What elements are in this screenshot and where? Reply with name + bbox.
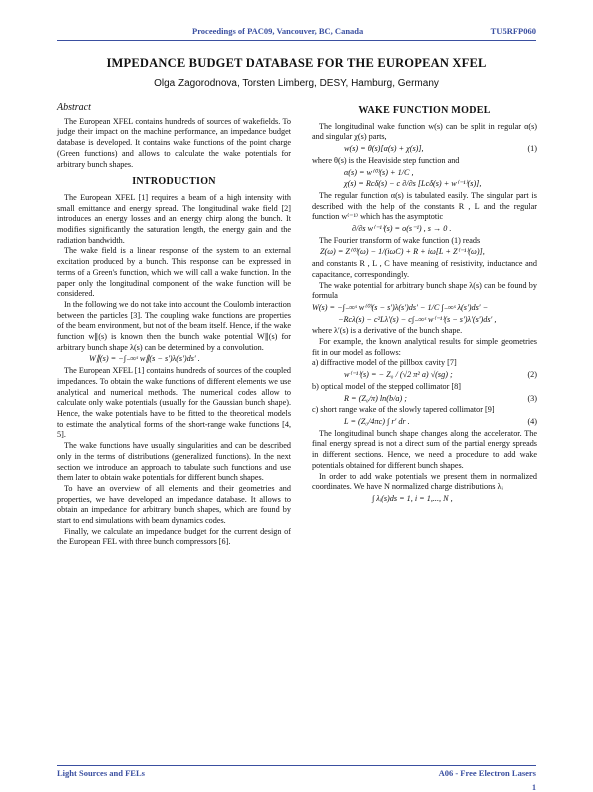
wake-potential-equation-line-1: W(s) = −∫₋∞ˢ w⁽⁰⁾(s − s′)λ(s′)ds′ − 1/C ∫₋∞ˢ λ(s′)ds′ − (312, 302, 489, 312)
header-rule (57, 40, 536, 41)
wake-potential-equation-line-2: −Rcλ(s) − c²Lλ′(s) − c∫₋∞ˢ w⁽⁻¹⁾(s − s′)λ′(s′)ds′ , (338, 314, 497, 324)
normalization-equation: ∫ λᵢ(s)ds = 1, i = 1,..., N , (372, 493, 453, 503)
equation-1-number: (1) (527, 144, 537, 154)
intro-paragraph-6: To have an overview of all elements and their geometries and properties, we have developed an impedance database. It allows to obtain an impedance for arbitrary bunch shapes, which are found by start to end simulations with beam dynamics codes. (57, 483, 291, 526)
model-paragraph-6: The wake potential for arbitrary bunch shape λ(s) can be found by formula (312, 280, 537, 301)
running-header-right: TU5RFP060 (490, 26, 536, 36)
equation-4-number: (4) (527, 416, 537, 426)
model-paragraph-7: where λ′(s) is a derivative of the bunch shape. (312, 326, 463, 336)
equation-4-body: L = (Z₀/4πc) ∫ r′ dr . (344, 416, 410, 426)
intro-paragraph-7: Finally, we calculate an impedance budget for the current design of the European FEL with three bunch compressors [6]. (57, 526, 291, 547)
model-paragraph-4: The Fourier transform of wake function (1) reads (319, 235, 481, 245)
model-paragraph-2: where θ(s) is the Heaviside step function and (312, 155, 460, 165)
page-number: 1 (532, 783, 536, 792)
running-header-left: Proceedings of PAC09, Vancouver, BC, Canada (192, 26, 364, 36)
model-paragraph-5: and constants R , L , C have meaning of resistivity, inductance and capacitance, correspondingly. (312, 259, 537, 279)
right-column (312, 103, 537, 506)
footer-right: A06 - Free Electron Lasers (438, 768, 536, 778)
left-column (57, 103, 291, 548)
footer-left: Light Sources and FELs (57, 768, 145, 778)
fourier-equation: Z(ω) = Z⁽⁰⁾(ω) − 1/(iωC) + R + iω[L + Z⁽⁻¹⁾(ω)], (320, 247, 485, 257)
model-paragraph-3: The regular function α(s) is tabulated easily. The singular part is described with the help of the constants R , L and the regular function w⁽⁻¹⁾ which has the asymptotic (312, 190, 537, 222)
author-line: Olga Zagorodnova, Torsten Limberg, DESY, Hamburg, Germany (154, 78, 439, 89)
equation-3-body: R = (Z₀/π) ln(b/a) ; (344, 393, 407, 403)
convolution-equation: W∥(s) = −∫₋∞ˢ w∥(s − s′)λ(s′)ds′ . (89, 354, 200, 364)
model-paragraph-10: In order to add wake potentials we present them in normalized coordinates. We have N normalized charge distributions λᵢ (312, 471, 537, 492)
intro-paragraph-1: The European XFEL [1] requires a beam of a high intensity with small emittance and energy spread. The longitudinal wake field [2] introduces an energy losses and an energy chirp along the bunch. It modifies significantly the saturation length, the energy gain and the radiation bandwidth. (57, 192, 291, 245)
item-a-label: a) diffractive model of the pillbox cavity [7] (312, 358, 457, 368)
equation-2-body: w⁽⁻¹⁾(s) = − Z₀ / (√2 π² a) √(sg) ; (344, 370, 453, 380)
abstract-text: The European XFEL contains hundreds of sources of wakefields. To judge their impact on the machine performance, an impedance budget database is developed. It contains wake functions of the point charge (Green functions) and allows to calculate the wake potentials for arbitrary bunch shapes. (57, 116, 291, 169)
equation-2-number: (2) (527, 370, 537, 380)
item-b-label: b) optical model of the stepped collimator [8] (312, 381, 461, 391)
introduction-heading: INTRODUCTION (132, 176, 216, 188)
abstract-heading: Abstract (57, 102, 91, 113)
equation-3 (312, 394, 537, 405)
equation-2 (312, 370, 537, 381)
alpha-equation: α(s) = w⁽⁰⁾(s) + 1/C , (344, 167, 414, 177)
footer-rule (57, 765, 536, 766)
model-paragraph-9: The longitudinal bunch shape changes along the accelerator. The final energy spread is not a direct sum of the partial energy spreads in different sections. Hence, we need a procedure to add wake potentials obtained for different bunch shapes. (312, 428, 537, 470)
wake-function-model-heading: WAKE FUNCTION MODEL (358, 105, 491, 116)
paper-title: IMPEDANCE BUDGET DATABASE FOR THE EUROPEAN XFEL (106, 56, 487, 70)
asymptotic-equation: ∂/∂s w⁽⁻¹⁾(s) = o(s⁻¹) , s → 0 . (352, 224, 452, 234)
intro-paragraph-5: The wake functions have usually singularities and can be described only in the terms of distributions (generalized functions). In the next section we introduce an approach to tabulate such functions and use them later to obtain wake potentials for different bunch shapes. (57, 441, 291, 483)
chi-equation: χ(s) = Rcδ(s) − c ∂/∂s [Lcδ(s) + w⁽⁻¹⁾(s)], (344, 179, 482, 189)
model-paragraph-8: For example, the known analytical results for simple geometries fit in our model as follows: (312, 337, 537, 357)
intro-paragraph-4: The European XFEL [1] contains hundreds of sources of the coupled impedances. To obtain the wake functions of different elements we use analytical and numerical methods. The numerical codes allow to calculate only wake potentials (usually for the Gaussian bunch shape). Hence, the wake potentials have to be fitted to the theoretical models to estimate the analytical forms of the short-range wake functions [4, 5]. (57, 366, 291, 440)
equation-1 (312, 144, 537, 155)
equation-3-number: (3) (527, 393, 537, 403)
item-c-label: c) short range wake of the slowly tapered collimator [9] (312, 405, 495, 415)
model-paragraph-1: The longitudinal wake function w(s) can be split in regular α(s) and singular χ(s) parts, (312, 121, 537, 142)
intro-paragraph-3: In the following we do not take into account the Coulomb interaction between the particles [3]. The coupling wake functions are properties of the beam environment, but not of the beam itself. Hence, if the wake function w∥(s) is known then the bunch wake potential W∥(s) for arbitrary bunch shape λ(s) can be determined by a convolution. (57, 299, 291, 352)
intro-paragraph-2: The wake field is a linear response of the system to an external excitation produced by a bunch. This response can be expressed in terms of a Green's function, which we will call a wake function. In the paper only the longitudinal component of the wake function will be considered. (57, 246, 291, 299)
equation-4 (312, 417, 537, 428)
equation-1-body: w(s) = θ(s)[α(s) + χ(s)], (344, 144, 424, 154)
